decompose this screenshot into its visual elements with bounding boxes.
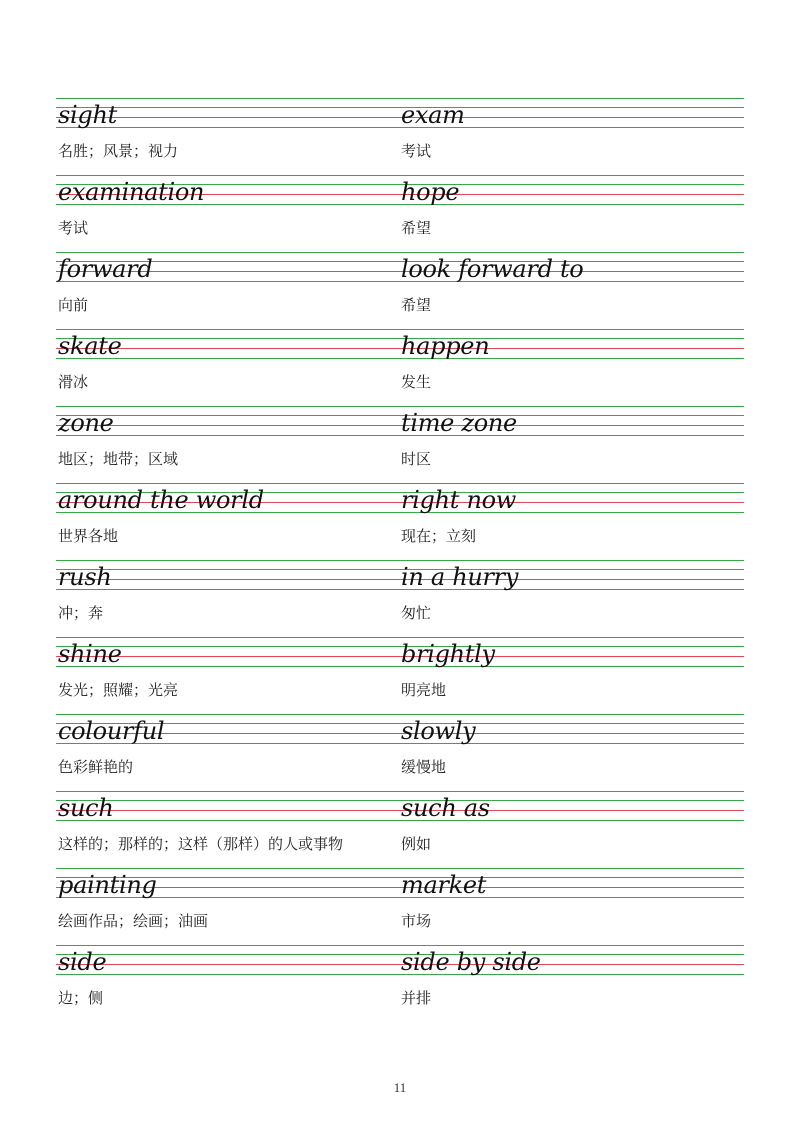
english-word: examination — [58, 178, 205, 206]
chinese-meaning: 色彩鲜艳的 — [58, 758, 134, 776]
guide-line-base — [56, 425, 744, 426]
english-word: shine — [58, 640, 122, 668]
vocab-row — [56, 252, 744, 329]
english-word: look forward to — [401, 255, 584, 283]
guide-line-top — [56, 98, 744, 99]
guide-line-bottom — [56, 820, 744, 821]
chinese-meaning: 名胜；风景；视力 — [58, 142, 179, 160]
vocab-row — [56, 175, 744, 252]
guide-line-upper — [56, 800, 744, 801]
chinese-meaning: 这样的；那样的；这样（那样）的人或事物 — [58, 835, 344, 853]
vocab-row — [56, 868, 744, 945]
guide-line-top — [56, 329, 744, 330]
english-word: hope — [401, 178, 460, 206]
guide-line-upper — [56, 646, 744, 647]
guide-line-bottom — [56, 281, 744, 282]
english-word: happen — [401, 332, 490, 360]
guide-line-upper — [56, 877, 744, 878]
english-word: side by side — [401, 948, 541, 976]
chinese-meaning: 并排 — [401, 989, 432, 1007]
chinese-meaning: 世界各地 — [58, 527, 119, 545]
english-word: slowly — [401, 717, 476, 745]
guide-line-upper — [56, 107, 744, 108]
guide-line-base — [56, 271, 744, 272]
guide-line-top — [56, 560, 744, 561]
english-word: such — [58, 794, 114, 822]
chinese-meaning: 例如 — [401, 835, 432, 853]
guide-line-top — [56, 406, 744, 407]
guide-line-base — [56, 348, 744, 349]
guide-line-bottom — [56, 435, 744, 436]
chinese-meaning: 发生 — [401, 373, 432, 391]
english-word: time zone — [401, 409, 517, 437]
guide-line-bottom — [56, 589, 744, 590]
english-word: side — [58, 948, 107, 976]
chinese-meaning: 现在；立刻 — [401, 527, 477, 545]
english-word: exam — [401, 101, 465, 129]
vocab-row — [56, 406, 744, 483]
chinese-meaning: 希望 — [401, 219, 432, 237]
guide-line-base — [56, 579, 744, 580]
english-word: painting — [58, 871, 157, 899]
guide-line-base — [56, 117, 744, 118]
chinese-meaning: 滑冰 — [58, 373, 89, 391]
guide-line-bottom — [56, 666, 744, 667]
guide-line-bottom — [56, 974, 744, 975]
vocab-row — [56, 329, 744, 406]
chinese-meaning: 考试 — [401, 142, 432, 160]
vocab-row — [56, 714, 744, 791]
page-number: 11 — [393, 1080, 407, 1095]
english-word: in a hurry — [401, 563, 519, 591]
chinese-meaning: 冲；奔 — [58, 604, 104, 622]
chinese-meaning: 地区；地带；区域 — [58, 450, 179, 468]
guide-line-top — [56, 868, 744, 869]
guide-line-bottom — [56, 897, 744, 898]
guide-line-bottom — [56, 358, 744, 359]
chinese-meaning: 向前 — [58, 296, 89, 314]
chinese-meaning: 希望 — [401, 296, 432, 314]
chinese-meaning: 边；侧 — [58, 989, 104, 1007]
chinese-meaning: 绘画作品；绘画；油画 — [58, 912, 209, 930]
guide-line-upper — [56, 415, 744, 416]
english-word: right now — [401, 486, 516, 514]
guide-line-top — [56, 252, 744, 253]
guide-line-base — [56, 964, 744, 965]
guide-line-upper — [56, 338, 744, 339]
english-word: zone — [58, 409, 114, 437]
english-word: forward — [58, 255, 153, 283]
vocab-row — [56, 98, 744, 175]
chinese-meaning: 明亮地 — [401, 681, 447, 699]
chinese-meaning: 市场 — [401, 912, 432, 930]
guide-line-upper — [56, 954, 744, 955]
guide-line-base — [56, 887, 744, 888]
chinese-meaning: 时区 — [401, 450, 432, 468]
guide-line-bottom — [56, 127, 744, 128]
vocab-row — [56, 483, 744, 560]
chinese-meaning: 考试 — [58, 219, 89, 237]
vocab-row — [56, 637, 744, 714]
english-word: such as — [401, 794, 490, 822]
guide-line-top — [56, 945, 744, 946]
english-word: sight — [58, 101, 117, 129]
english-word: skate — [58, 332, 122, 360]
chinese-meaning: 匆忙 — [401, 604, 432, 622]
vocab-row — [56, 945, 744, 1022]
english-word: brightly — [401, 640, 495, 668]
guide-line-upper — [56, 569, 744, 570]
english-word: colourful — [58, 717, 165, 745]
guide-line-top — [56, 791, 744, 792]
vocab-row — [56, 791, 744, 868]
chinese-meaning: 发光；照耀；光亮 — [58, 681, 179, 699]
english-word: around the world — [58, 486, 264, 514]
guide-line-top — [56, 637, 744, 638]
guide-line-base — [56, 656, 744, 657]
vocab-row — [56, 560, 744, 637]
chinese-meaning: 缓慢地 — [401, 758, 447, 776]
english-word: rush — [58, 563, 112, 591]
english-word: market — [401, 871, 487, 899]
guide-line-base — [56, 810, 744, 811]
guide-line-upper — [56, 261, 744, 262]
